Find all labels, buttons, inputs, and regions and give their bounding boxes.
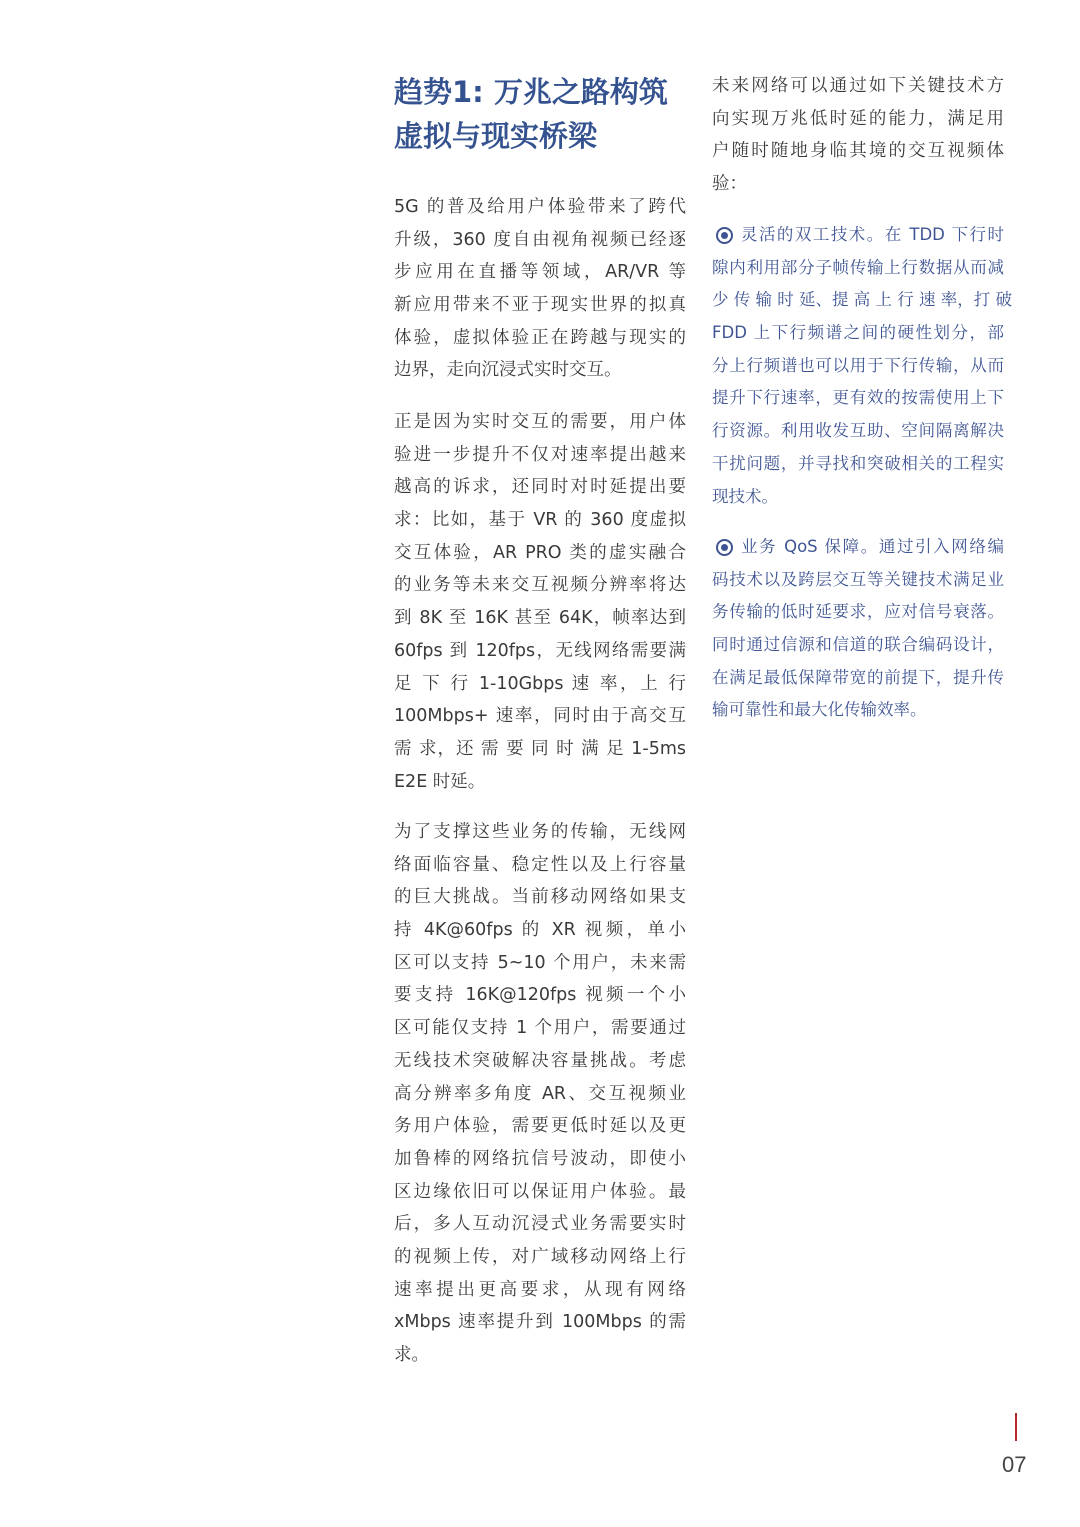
text-line-content: 未来网络可以通过如下关键技术方 — [712, 76, 1004, 96]
text-line-content: 步应用在直播等领域，AR/VR 等 — [394, 262, 686, 283]
text-line — [394, 191, 686, 224]
text-line — [712, 350, 1004, 383]
text-line-content: 交互体验，AR PRO 类的虚实融合 — [394, 542, 686, 563]
text-line — [712, 219, 1004, 252]
text-line — [394, 1078, 686, 1111]
text-line — [394, 1208, 686, 1241]
text-line — [394, 1143, 686, 1176]
text-line — [394, 947, 686, 980]
text-line-content: xMbps 速率提升到 100Mbps 的需 — [394, 1312, 686, 1333]
text-line — [394, 635, 686, 668]
text-line-content: 输可靠性和最大化传输效率。 — [712, 700, 927, 720]
text-line-content: 干扰问题，并寻找和突破相关的工程实 — [712, 453, 1004, 473]
text-line-content: 灵活的双工技术。在 TDD 下行时 — [741, 225, 1004, 244]
text-line — [712, 284, 1012, 317]
paragraph-requirements — [394, 406, 686, 798]
text-line — [712, 629, 1004, 662]
text-line — [394, 1045, 686, 1078]
text-line-content: 越高的诉求，还同时对时延提出要 — [394, 477, 686, 498]
radio-bullet-icon — [716, 539, 733, 556]
text-line-content: 为了支撑这些业务的传输，无线网 — [394, 822, 686, 842]
text-line-content: 求。 — [394, 1345, 429, 1365]
text-line — [394, 504, 686, 537]
text-line — [394, 569, 686, 602]
text-line — [394, 322, 686, 355]
text-line — [394, 766, 686, 799]
text-line-content: 区可能仅支持 1 个用户，需要通过 — [394, 1018, 686, 1039]
text-line — [394, 1306, 686, 1339]
text-line — [712, 481, 1004, 514]
text-line — [394, 914, 686, 947]
text-line — [394, 602, 686, 635]
text-line-content: 到 8K 至 16K 甚至 64K，帧率达到 — [394, 608, 686, 629]
text-line-content: 60fps 到 120fps，无线网络需要满 — [394, 640, 686, 661]
text-line — [394, 733, 686, 766]
text-line-content: 的巨大挑战。当前移动网络如果支 — [394, 887, 686, 908]
paragraph-key-tech-intro — [712, 70, 1004, 201]
text-line — [712, 168, 1004, 201]
title-line: 虚拟与现实桥梁 — [394, 119, 598, 153]
text-line-content: 隙内利用部分子帧传输上行数据从而减 — [712, 257, 1004, 277]
text-line-content: 体验，虚拟体验正在跨越与现实的 — [394, 327, 686, 348]
text-line — [394, 256, 686, 289]
text-line-content: 验： — [712, 174, 747, 195]
bullet-duplex — [712, 219, 1012, 513]
text-line-content: 需 求，还 需 要 同 时 满 足 1-5ms — [394, 738, 686, 759]
text-line — [712, 317, 1004, 350]
text-line-content: 少 传 输 时 延、提 高 上 行 速 率，打 破 — [712, 290, 1012, 310]
text-line-content: 新应用带来不亚于现实世界的拟真 — [394, 295, 686, 316]
title-line: 趋势1: 万兆之路构筑 — [394, 75, 668, 109]
text-line-content: 高分辨率多角度 AR、交互视频业 — [394, 1083, 686, 1104]
text-line-content: 要支持 16K@120fps 视频一个小 — [394, 985, 686, 1006]
text-line — [394, 881, 686, 914]
text-line — [394, 354, 686, 387]
text-line-content: 区边缘依旧可以保证用户体验。最 — [394, 1181, 686, 1202]
text-line — [712, 70, 1004, 103]
text-line — [712, 252, 1004, 285]
text-line — [394, 1241, 686, 1274]
text-line — [394, 1012, 686, 1045]
text-line-content: 边界，走向沉浸式实时交互。 — [394, 360, 622, 381]
text-line — [394, 849, 686, 882]
text-line — [394, 439, 686, 472]
text-line — [712, 415, 1004, 448]
text-line — [394, 668, 686, 701]
page-number: 07 — [1002, 1452, 1027, 1477]
text-line-content: 速率提出更高要求，从现有网络 — [394, 1279, 686, 1300]
radio-bullet-icon — [716, 227, 733, 244]
text-line — [394, 816, 686, 849]
text-line — [394, 289, 686, 322]
paragraph-intro — [394, 191, 686, 387]
paragraph-challenges — [394, 816, 686, 1372]
text-line — [712, 103, 1004, 136]
text-line — [394, 406, 686, 439]
text-line-content: 同时通过信源和信道的联合编码设计， — [712, 635, 1004, 655]
text-line — [394, 1274, 686, 1307]
text-line — [394, 700, 686, 733]
text-line — [712, 135, 1004, 168]
text-line — [394, 1176, 686, 1209]
text-line-content: 验进一步提升不仅对速率提出越来 — [394, 444, 686, 465]
text-line — [712, 694, 1004, 727]
text-line — [394, 1110, 686, 1143]
text-line-content: FDD 上下行频谱之间的硬性划分，部 — [712, 323, 1004, 343]
text-line-content: 务传输的低时延要求，应对信号衰落。 — [712, 602, 1004, 622]
text-line-content: 行资源。利用收发互助、空间隔离解决 — [712, 421, 1004, 441]
text-line — [712, 382, 1004, 415]
bullet-qos — [712, 531, 1004, 727]
text-line-content: 务用户体验，需要更低时延以及更 — [394, 1116, 686, 1137]
text-line — [394, 224, 686, 257]
text-line-content: 码技术以及跨层交互等关键技术满足业 — [712, 569, 1004, 589]
text-line-content: 100Mbps+ 速率，同时由于高交互 — [394, 706, 686, 727]
text-line — [394, 537, 686, 570]
text-line-content: 升级，360 度自由视角视频已经逐 — [394, 229, 686, 250]
text-line-content: 区可以支持 5~10 个用户，未来需 — [394, 952, 686, 973]
text-line-content: 正是因为实时交互的需要，用户体 — [394, 412, 686, 432]
text-line-content: 分上行频谱也可以用于下行传输，从而 — [712, 355, 1004, 375]
text-line-content: 持 4K@60fps 的 XR 视频，单小 — [394, 920, 686, 941]
text-line — [712, 596, 1004, 629]
text-line — [394, 1339, 686, 1372]
text-line-content: 加鲁棒的网络抗信号波动，即使小 — [394, 1148, 686, 1169]
text-line-content: 后，多人互动沉浸式业务需要实时 — [394, 1214, 686, 1235]
text-line-content: E2E 时延。 — [394, 771, 486, 792]
text-line — [394, 471, 686, 504]
text-line — [394, 979, 686, 1012]
text-line — [712, 662, 1004, 695]
text-line-content: 业务 QoS 保障。通过引入网络编 — [741, 537, 1004, 556]
text-line — [712, 448, 1004, 481]
text-line — [712, 564, 1004, 597]
text-line-content: 户随时随地身临其境的交互视频体 — [712, 141, 1004, 162]
text-line-content: 的视频上传，对广域移动网络上行 — [394, 1246, 686, 1267]
text-line-content: 求：比如，基于 VR 的 360 度虚拟 — [394, 510, 686, 531]
text-line-content: 络面临容量、稳定性以及上行容量 — [394, 854, 686, 875]
text-line — [712, 531, 1004, 564]
page-marker-bar — [1015, 1413, 1017, 1441]
section-title — [394, 70, 694, 158]
text-line-content: 的业务等未来交互视频分辨率将达 — [394, 575, 686, 596]
text-line-content: 无线技术突破解决容量挑战。考虑 — [394, 1050, 686, 1071]
text-line-content: 足 下 行 1-10Gbps 速 率，上 行 — [394, 673, 686, 694]
text-line-content: 现技术。 — [712, 486, 778, 506]
text-line-content: 在满足最低保障带宽的前提下，提升传 — [712, 667, 1004, 687]
text-line-content: 提升下行速率，更有效的按需使用上下 — [712, 388, 1004, 408]
text-line-content: 向实现万兆低时延的能力，满足用 — [712, 108, 1004, 129]
text-line-content: 5G 的普及给用户体验带来了跨代 — [394, 197, 686, 217]
